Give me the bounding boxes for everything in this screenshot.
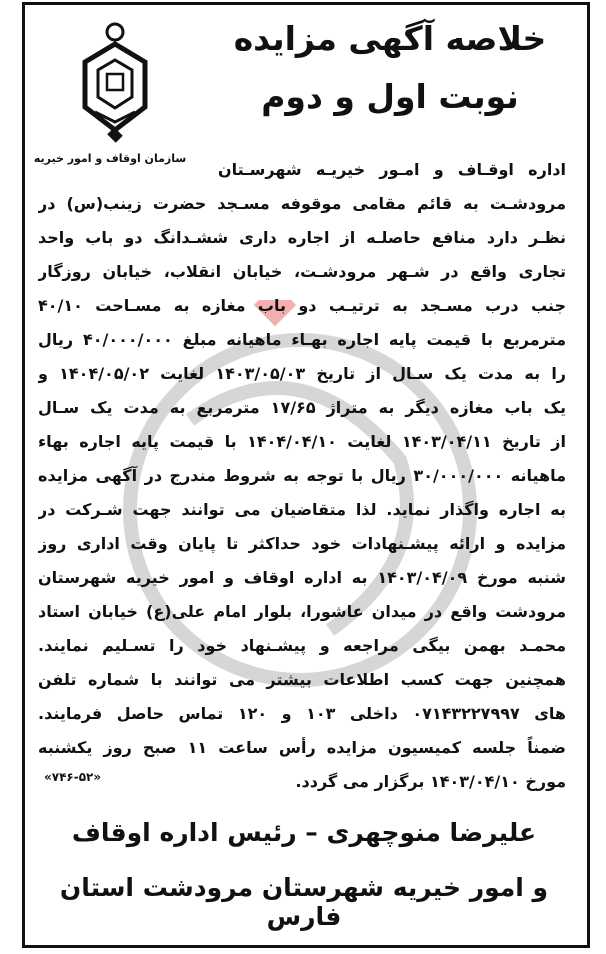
endowment-logo-icon <box>70 22 160 147</box>
body-line: همچنین جهت کسب اطلاعات بیشتر می توانند با شماره تلفن <box>38 670 566 689</box>
ad-title: خلاصه آگهی مزایده <box>233 19 547 58</box>
body-line: ماهیانه ۳۰/۰۰۰/۰۰۰ ریال با توجه به شروط مندرج در آگهی مزایده <box>38 466 566 485</box>
body-line: نظـر دارد منافع حاصلـه از اجاره داری ششـدانگ دو باب واحد <box>38 228 566 247</box>
body-line: به اجاره واگذار نماید. لذا متقاضیان می توانند جهت شـرکت در <box>38 500 566 519</box>
body-line: مورخ ۱۴۰۳/۰۴/۱۰ برگزار می گردد. <box>295 772 566 791</box>
body-line: های ۰۷۱۴۳۲۲۷۹۹۷ داخلی ۱۰۳ و ۱۲۰ تماس حاصل فرمایند. <box>38 704 566 723</box>
body-line: شنبه مورخ ۱۴۰۳/۰۴/۰۹ به اداره اوقاف و امور خیریه شهرستان <box>38 568 566 587</box>
logo-caption: سازمان اوقاف و امور خیریه <box>33 152 187 165</box>
body-line: یک باب مغازه دیگر به متراژ ۱۷/۶۵ مترمربع به مدت یک سـال <box>38 398 566 417</box>
body-line: جنب درب مسـجد به ترتیـب دو باب مغازه به مسـاحت ۴۰/۱۰ <box>38 296 566 315</box>
ad-subtitle: نوبت اول و دوم <box>261 77 519 116</box>
body-line: از تاریخ ۱۴۰۳/۰۴/۱۱ لغایت ۱۴۰۴/۰۴/۱۰ با قیمت پایه اجاره بهاء <box>38 432 566 451</box>
body-line: تجاری واقع در شـهر مرودشـت، خیابان انقلاب، خیابان روزگار <box>38 262 566 281</box>
body-line: اداره اوقـاف و امـور خیریـه شهرسـتان <box>218 160 566 179</box>
body-line: مزایده و ارائه پیشـنهادات خود حداکثر تا پایان وقت اداری روز <box>38 534 566 553</box>
body-line: مرودشـت به قائم مقامی موقوفه مسـجد حضرت زینب(س) در <box>38 194 566 213</box>
body-line: محمـد بهمن بیگی مراجعه و پیشـنهاد خود را تسـلیم نمایند. <box>38 636 566 655</box>
body-line: مرودشت واقع در میدان عاشورا، بلوار امام علی(ع) خیابان استاد <box>38 602 566 621</box>
body-line: را به مدت یک سـال از تاریخ ۱۴۰۳/۰۵/۰۳ لغایت ۱۴۰۴/۰۵/۰۲ و <box>38 364 566 383</box>
body-line: مترمربع با قیمت پایه اجاره بهـاء ماهیانه مبلغ ۴۰/۰۰۰/۰۰۰ ریال <box>38 330 566 349</box>
body-line: ضمناً جلسه کمیسیون مزایده رأس ساعت ۱۱ صبح روز یکشنبه <box>38 738 566 757</box>
signature-line-2: و امور خیریه شهرستان مرودشت استان فارس <box>59 873 549 931</box>
ad-code: «۷۴۶-۵۲» <box>44 770 102 784</box>
signature-line-1: علیرضا منوچهری – رئیس اداره اوقاف <box>71 818 537 847</box>
